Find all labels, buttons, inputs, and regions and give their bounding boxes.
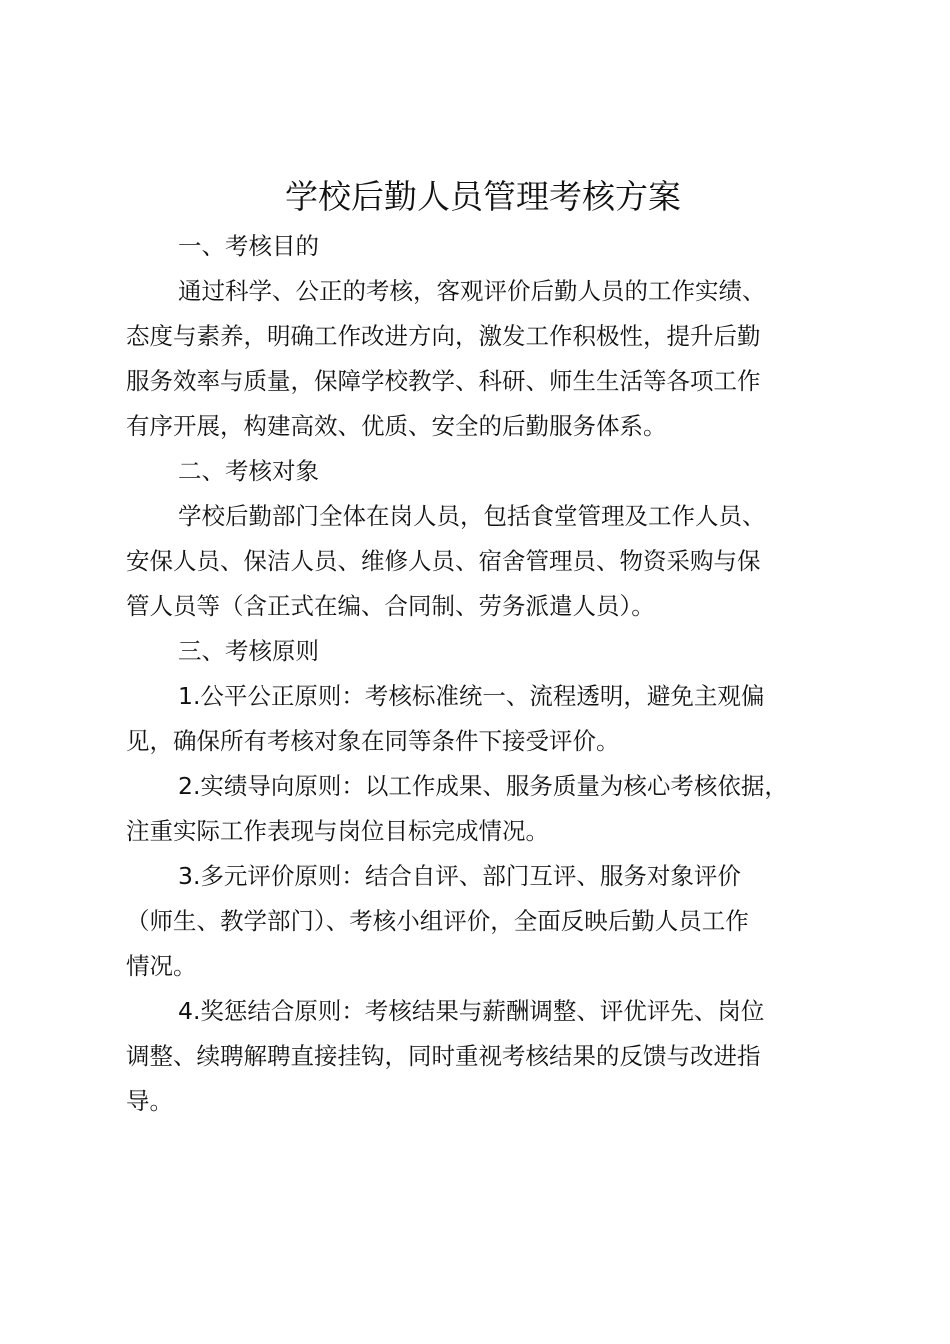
paragraph-line: 2.实绩导向原则：以工作成果、服务质量为核心考核依据，	[178, 772, 788, 800]
paragraph-line: 注重实际工作表现与岗位目标完成情况。	[126, 817, 549, 845]
section-target	[126, 449, 840, 629]
principle-paragraph	[126, 674, 840, 764]
paragraph-line: 见，确保所有考核对象在同等条件下接受评价。	[126, 727, 620, 755]
section-purpose	[126, 224, 840, 449]
paragraph-line: 安保人员、保洁人员、维修人员、宿舍管理员、物资采购与保	[126, 547, 761, 575]
paragraph-line: 服务效率与质量，保障学校教学、科研、师生生活等各项工作	[126, 367, 761, 395]
section-principles	[126, 629, 840, 1124]
paragraph-line: （师生、教学部门）、考核小组评价，全面反映后勤人员工作	[126, 907, 749, 935]
document-title: 学校后勤人员管理考核方案	[285, 177, 681, 216]
paragraph-line: 管人员等（含正式在编、合同制、劳务派遣人员）。	[126, 592, 655, 620]
paragraph-line: 4.奖惩结合原则：考核结果与薪酬调整、评优评先、岗位	[178, 997, 765, 1025]
section-heading: 三、考核原则	[178, 637, 319, 665]
paragraph-line: 通过科学、公正的考核，客观评价后勤人员的工作实绩、	[178, 277, 766, 305]
paragraph-line: 情况。	[126, 952, 197, 980]
paragraph	[126, 269, 840, 449]
paragraph-line: 导。	[126, 1087, 173, 1115]
principle-paragraph	[126, 854, 840, 989]
paragraph-line: 有序开展，构建高效、优质、安全的后勤服务体系。	[126, 412, 667, 440]
paragraph-line: 态度与素养，明确工作改进方向，激发工作积极性，提升后勤	[126, 322, 761, 350]
paragraph-line: 调整、续聘解聘直接挂钩，同时重视考核结果的反馈与改进指	[126, 1042, 761, 1070]
principle-paragraph	[126, 764, 840, 854]
paragraph-line: 3.多元评价原则：结合自评、部门互评、服务对象评价	[178, 862, 741, 890]
section-heading: 一、考核目的	[178, 232, 319, 260]
section-heading: 二、考核对象	[178, 457, 319, 485]
paragraph-line: 学校后勤部门全体在岗人员，包括食堂管理及工作人员、	[178, 502, 766, 530]
paragraph-line: 1.公平公正原则：考核标准统一、流程透明，避免主观偏	[178, 682, 765, 710]
principle-paragraph	[126, 989, 840, 1124]
paragraph	[126, 494, 840, 629]
